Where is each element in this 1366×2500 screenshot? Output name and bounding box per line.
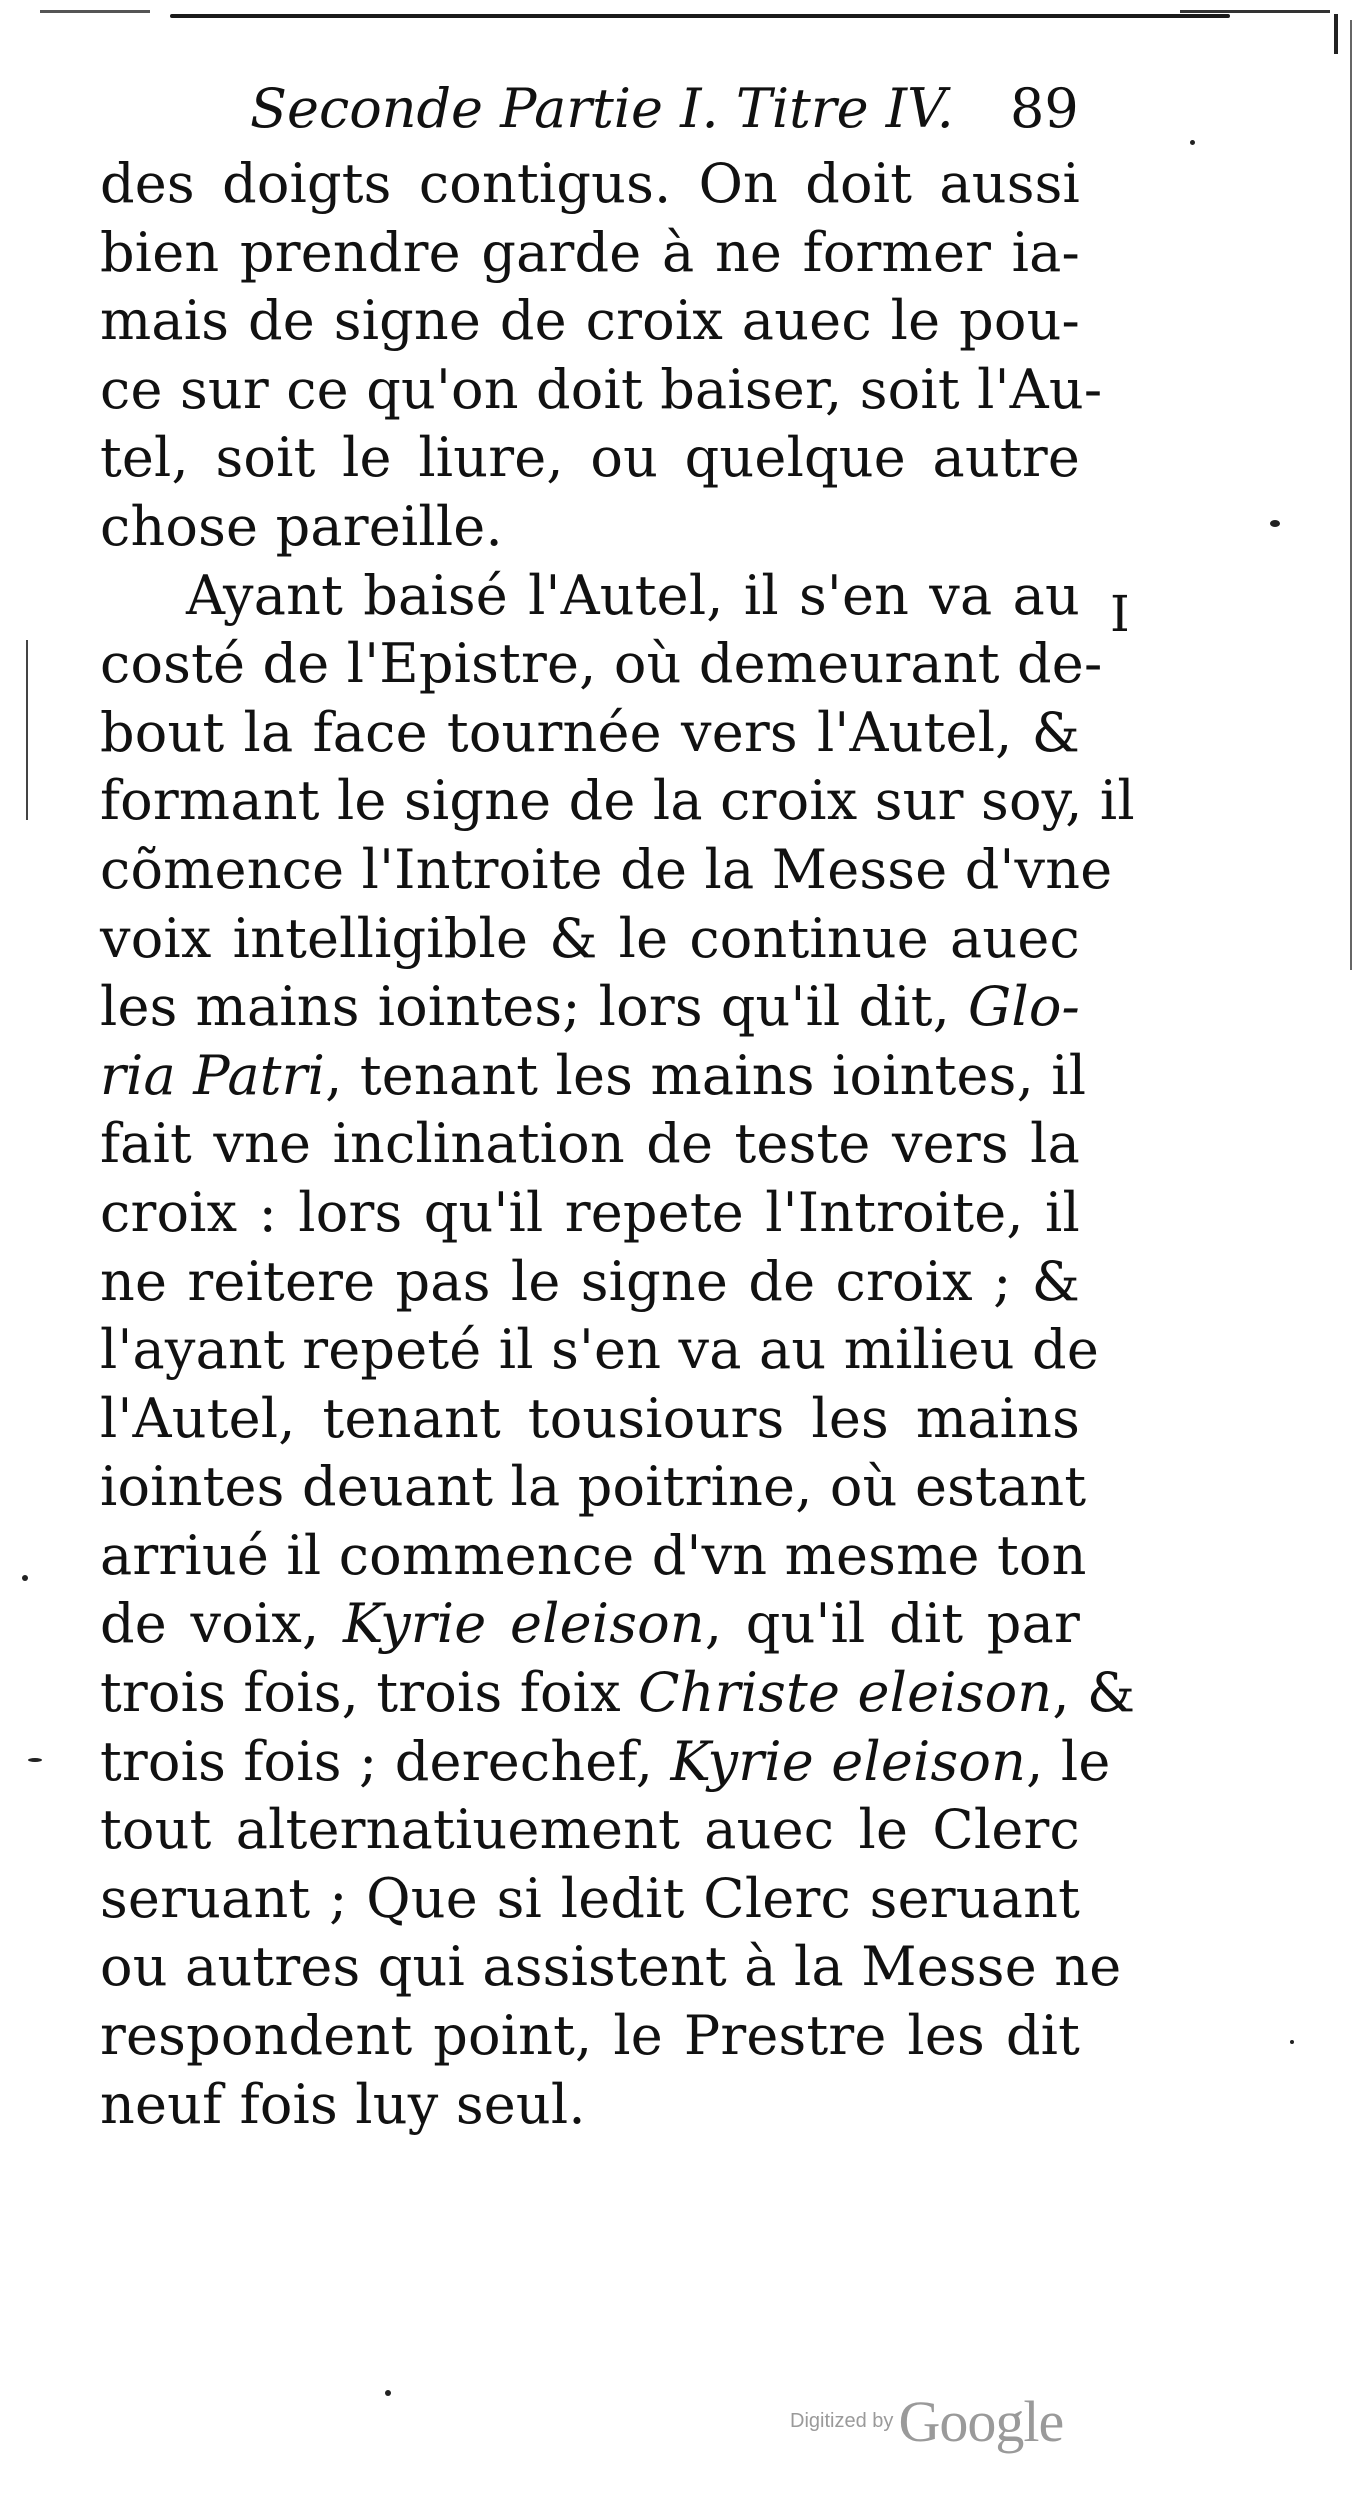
text-fragment: les mains iointes; lors qu'il dit, <box>100 975 951 1039</box>
text-line: l'ayant repeté il s'en va au milieu de <box>100 1318 1099 1382</box>
text-line: cõmence l'Introite de la Messe d'vne <box>100 837 1113 901</box>
text-line: costé de l'Epistre, où demeurant de- <box>100 632 1103 696</box>
text-line: voix intelligible & le continue auec <box>100 906 1080 970</box>
text-fragment: , qu'il dit par <box>704 1592 1080 1656</box>
left-page-edge <box>26 640 28 820</box>
top-rule-right <box>1180 10 1330 13</box>
text-line <box>100 1042 1087 1111</box>
ink-speck <box>1190 140 1195 145</box>
text-line <box>100 973 1080 1042</box>
text-line: des doigts contigus. On doit aussi <box>100 152 1080 215</box>
right-page-edge <box>1350 20 1352 970</box>
text-line: respondent point, le Prestre les dit <box>100 2004 1080 2068</box>
text-line <box>100 1728 1111 1797</box>
text-line: neuf fois luy seul. <box>100 2072 586 2136</box>
italic-fragment: ria Patri <box>100 1043 326 1107</box>
corner-mark <box>1334 14 1338 54</box>
running-header <box>250 74 1090 144</box>
italic-fragment: Glo- <box>968 975 1080 1039</box>
text-line <box>100 1590 1080 1659</box>
italic-fragment: Kyrie eleison <box>342 1592 705 1656</box>
ink-speck <box>385 2390 391 2396</box>
text-line: bien prendre garde à ne former ia- <box>100 220 1080 284</box>
text-line: arriué il commence d'vn mesme ton <box>100 1523 1087 1587</box>
text-fragment: , & <box>1052 1661 1136 1725</box>
top-rule-left <box>40 10 150 13</box>
text-fragment: , le <box>1026 1729 1111 1793</box>
text-line: Ayant baisé l'Autel, il s'en va au <box>186 563 1080 627</box>
top-rule <box>170 14 1230 18</box>
ink-speck <box>22 1575 28 1581</box>
text-line: seruant ; Que si ledit Clerc seruant <box>100 1866 1080 1930</box>
ink-speck <box>1270 520 1280 527</box>
watermark-prefix: Digitized by <box>790 2410 894 2432</box>
text-line: ne reitere pas le signe de croix ; & <box>100 1249 1080 1313</box>
margin-note: I <box>1110 585 1130 643</box>
text-line: fait vne inclination de teste vers la <box>100 1112 1080 1176</box>
text-line: formant le signe de la croix sur soy, il <box>100 769 1135 833</box>
italic-fragment: Christe eleison <box>638 1661 1053 1725</box>
ink-speck <box>28 1758 42 1762</box>
text-line: iointes deuant la poitrine, où estant <box>100 1455 1087 1519</box>
text-line: tout alternatiuement auec le Clerc <box>100 1798 1080 1862</box>
digitization-watermark <box>790 2388 1063 2458</box>
text-line: mais de signe de croix auec le pou- <box>100 289 1080 353</box>
text-fragment: de voix, <box>100 1592 320 1656</box>
google-logo: Google <box>898 2389 1064 2454</box>
text-line: tel, soit le liure, ou quelque autre <box>100 426 1080 490</box>
text-fragment: , tenant les mains iointes, il <box>325 1043 1087 1107</box>
text-line: bout la face tournée vers l'Autel, & <box>100 700 1080 764</box>
text-line: l'Autel, tenant tousiours les mains <box>100 1386 1080 1450</box>
text-line <box>100 1659 1136 1728</box>
running-title: Seconde Partie I. Titre IV. <box>250 77 954 140</box>
text-fragment: trois fois ; derechef, <box>100 1729 654 1793</box>
text-fragment: trois fois, trois foix <box>100 1661 621 1725</box>
text-line: ou autres qui assistent à la Messe ne <box>100 1935 1122 1999</box>
text-line: croix : lors qu'il repete l'Introite, il <box>100 1180 1080 1244</box>
ink-speck <box>1290 2040 1294 2044</box>
body-text <box>100 150 1136 2139</box>
text-line: chose pareille. <box>100 494 503 558</box>
page-number: 89 <box>1010 77 1079 140</box>
italic-fragment: Kyrie eleison <box>670 1729 1027 1793</box>
text-line: ce sur ce qu'on doit baiser, soit l'Au- <box>100 357 1103 421</box>
